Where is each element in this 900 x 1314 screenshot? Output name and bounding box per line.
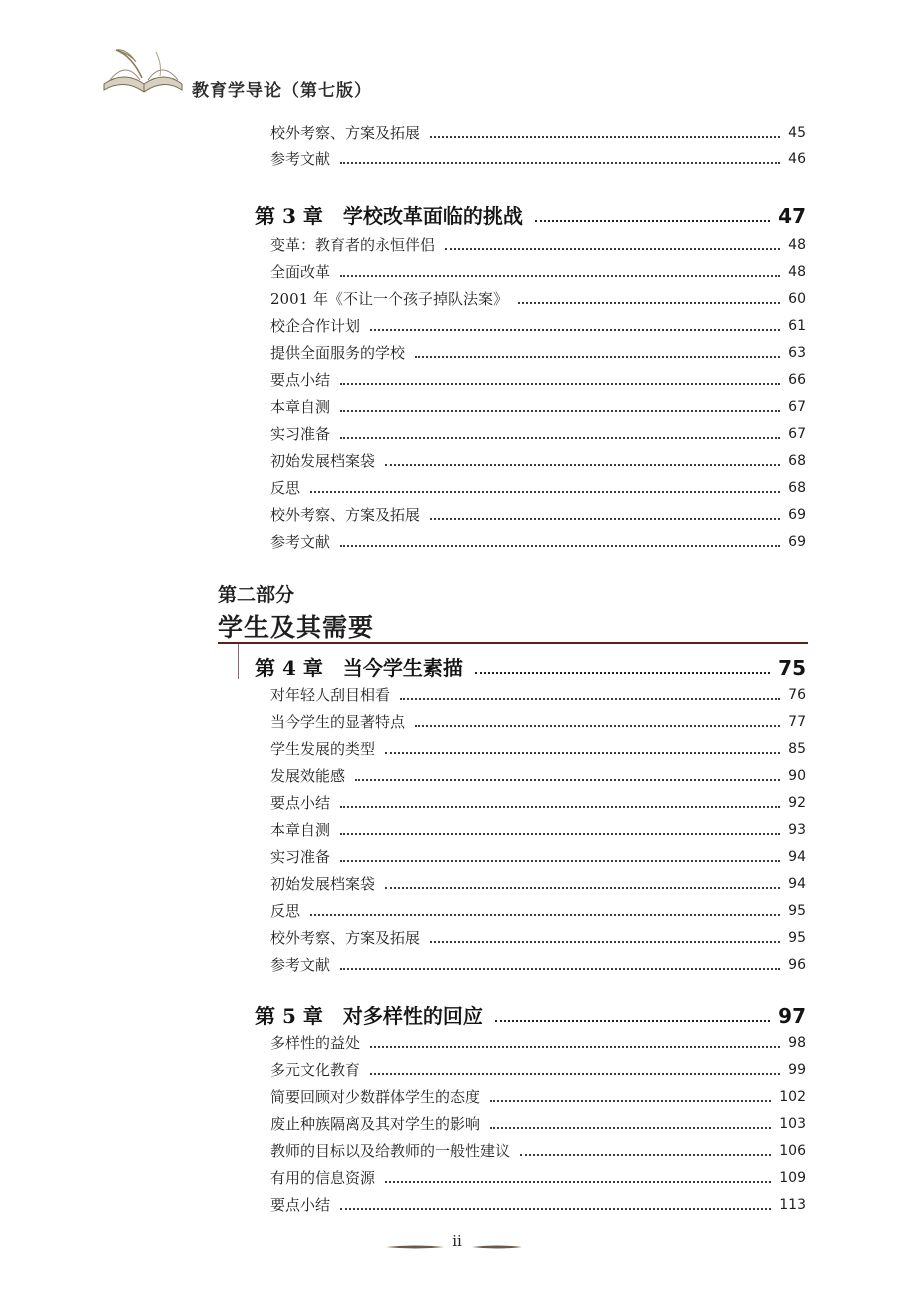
entry-page: 106	[779, 1143, 806, 1159]
toc-entry[interactable]	[270, 1161, 806, 1187]
part-divider-vertical	[238, 644, 239, 679]
entry-page: 113	[779, 1197, 806, 1213]
toc-entry[interactable]	[270, 444, 806, 470]
entry-title: 校企合作计划	[270, 317, 361, 335]
dot-leader	[385, 1181, 771, 1183]
entry-title: 要点小结	[270, 371, 331, 389]
dot-leader	[340, 437, 780, 439]
entry-page: 94	[788, 849, 806, 865]
entry-title: 废止种族隔离及其对学生的影响	[270, 1115, 481, 1133]
entry-page: 45	[788, 125, 806, 141]
dot-leader	[340, 833, 780, 835]
entry-page: 103	[779, 1116, 806, 1132]
toc-entry[interactable]	[270, 116, 806, 142]
toc-entry[interactable]	[270, 867, 806, 893]
dot-leader	[340, 410, 780, 412]
dot-leader	[518, 302, 780, 304]
dot-leader	[340, 162, 780, 164]
entry-page: 48	[788, 237, 806, 253]
dot-leader	[355, 779, 780, 781]
entry-page: 95	[788, 903, 806, 919]
toc-entry[interactable]	[270, 1053, 806, 1079]
entry-title: 有用的信息资源	[270, 1169, 376, 1187]
entry-page: 95	[788, 930, 806, 946]
dot-leader	[430, 136, 780, 138]
entry-page: 68	[788, 480, 806, 496]
toc-entry[interactable]	[270, 813, 806, 839]
dot-leader	[340, 383, 780, 385]
entry-title: 提供全面服务的学校	[270, 344, 406, 362]
dot-leader	[495, 1020, 770, 1022]
entry-page: 99	[788, 1062, 806, 1078]
chapter-title: 第 5 章 对多样性的回应	[255, 1004, 483, 1028]
entry-title: 学生发展的类型	[270, 740, 376, 758]
entry-page: 85	[788, 741, 806, 757]
dot-leader	[430, 518, 780, 520]
entry-title: 教师的目标以及给教师的一般性建议	[270, 1142, 511, 1160]
entry-page: 90	[788, 768, 806, 784]
toc-entry[interactable]	[270, 309, 806, 335]
entry-page: 69	[788, 507, 806, 523]
dot-leader	[490, 1127, 771, 1129]
toc-entry[interactable]	[270, 1026, 806, 1052]
dot-leader	[310, 914, 780, 916]
entry-title: 实习准备	[270, 425, 331, 443]
entry-title: 本章自测	[270, 821, 331, 839]
entry-title: 参考文献	[270, 533, 331, 551]
toc-entry[interactable]	[270, 1107, 806, 1133]
entry-title: 反思	[270, 479, 301, 497]
dot-leader	[520, 1154, 771, 1156]
entry-title: 变革：教育者的永恒伴侣	[270, 236, 436, 254]
toc-entry[interactable]	[270, 498, 806, 524]
dot-leader	[340, 275, 780, 277]
toc-entry[interactable]	[270, 1080, 806, 1106]
entry-page: 77	[788, 714, 806, 730]
dot-leader	[490, 1100, 771, 1102]
dot-leader	[340, 860, 780, 862]
dot-leader	[400, 698, 780, 700]
entry-page: 63	[788, 345, 806, 361]
toc-entry[interactable]	[270, 894, 806, 920]
dot-leader	[415, 725, 780, 727]
toc-entry[interactable]	[270, 336, 806, 362]
open-book-quill-icon	[96, 40, 186, 100]
dot-leader	[340, 968, 780, 970]
dot-leader	[370, 1073, 780, 1075]
entry-page: 67	[788, 426, 806, 442]
toc-entry[interactable]	[270, 390, 806, 416]
entry-title: 多元文化教育	[270, 1061, 361, 1079]
toc-entry[interactable]	[270, 948, 806, 974]
footer-ornament-right-icon	[470, 1242, 522, 1252]
entry-title: 本章自测	[270, 398, 331, 416]
toc-entry[interactable]	[270, 1188, 806, 1214]
running-head: 教育学导论（第七版）	[192, 81, 372, 101]
dot-leader	[415, 356, 780, 358]
entry-page: 92	[788, 795, 806, 811]
entry-page: 69	[788, 534, 806, 550]
dot-leader	[370, 329, 780, 331]
toc-entry[interactable]	[270, 142, 806, 168]
chapter-4-heading[interactable]	[255, 650, 806, 680]
toc-entry[interactable]	[270, 840, 806, 866]
entry-page: 60	[788, 291, 806, 307]
entry-page: 109	[779, 1170, 806, 1186]
dot-leader	[385, 887, 780, 889]
entry-page: 98	[788, 1035, 806, 1051]
chapter-page: 75	[778, 656, 806, 680]
entry-title: 2001 年《不让一个孩子掉队法案》	[270, 290, 508, 308]
chapter-title: 第 3 章 学校改革面临的挑战	[255, 204, 523, 228]
part-label: 第二部分	[218, 584, 295, 606]
toc-entry[interactable]	[270, 759, 806, 785]
dot-leader	[475, 672, 770, 674]
toc-entry[interactable]	[270, 786, 806, 812]
entry-title: 当今学生的显著特点	[270, 713, 406, 731]
entry-page: 94	[788, 876, 806, 892]
dot-leader	[535, 220, 770, 222]
dot-leader	[445, 248, 780, 250]
entry-page: 66	[788, 372, 806, 388]
entry-page: 67	[788, 399, 806, 415]
toc-entry[interactable]	[270, 417, 806, 443]
dot-leader	[430, 941, 780, 943]
toc-entry[interactable]	[270, 1134, 806, 1160]
entry-page: 76	[788, 687, 806, 703]
entry-page: 96	[788, 957, 806, 973]
entry-page: 102	[779, 1089, 806, 1105]
toc-entry[interactable]	[270, 471, 806, 497]
entry-page: 48	[788, 264, 806, 280]
page-number: ii	[452, 1232, 462, 1250]
entry-page: 61	[788, 318, 806, 334]
entry-page: 68	[788, 453, 806, 469]
entry-title: 发展效能感	[270, 767, 346, 785]
entry-title: 校外考察、方案及拓展	[270, 929, 421, 947]
chapter-title: 第 4 章 当今学生素描	[255, 656, 463, 680]
footer-ornament-left-icon	[386, 1242, 446, 1252]
toc-entry[interactable]	[270, 732, 806, 758]
entry-title: 要点小结	[270, 1196, 331, 1214]
entry-title: 初始发展档案袋	[270, 875, 376, 893]
entry-title: 初始发展档案袋	[270, 452, 376, 470]
toc-entry[interactable]	[270, 255, 806, 281]
part-divider	[218, 642, 808, 644]
entry-title: 校外考察、方案及拓展	[270, 124, 421, 142]
chapter-3-heading[interactable]	[255, 198, 806, 228]
toc-entry[interactable]	[270, 282, 806, 308]
dot-leader	[370, 1046, 780, 1048]
toc-entry[interactable]	[270, 921, 806, 947]
toc-entry[interactable]	[270, 228, 806, 254]
chapter-5-heading[interactable]	[255, 998, 806, 1028]
toc-entry[interactable]	[270, 363, 806, 389]
chapter-page: 47	[778, 204, 806, 228]
toc-entry[interactable]	[270, 525, 806, 551]
entry-title: 对年轻人刮目相看	[270, 686, 391, 704]
entry-title: 要点小结	[270, 794, 331, 812]
dot-leader	[385, 752, 780, 754]
dot-leader	[340, 1208, 771, 1210]
dot-leader	[340, 545, 780, 547]
entry-page: 93	[788, 822, 806, 838]
entry-title: 参考文献	[270, 956, 331, 974]
entry-page: 46	[788, 151, 806, 167]
part-title[interactable]: 学生及其需要	[218, 613, 375, 642]
toc-entry[interactable]	[270, 705, 806, 731]
dot-leader	[340, 806, 780, 808]
entry-title: 实习准备	[270, 848, 331, 866]
entry-title: 全面改革	[270, 263, 331, 281]
entry-title: 简要回顾对少数群体学生的态度	[270, 1088, 481, 1106]
toc-entry[interactable]	[270, 678, 806, 704]
chapter-page: 97	[778, 1004, 806, 1028]
entry-title: 参考文献	[270, 150, 331, 168]
dot-leader	[385, 464, 780, 466]
dot-leader	[310, 491, 780, 493]
entry-title: 反思	[270, 902, 301, 920]
entry-title: 校外考察、方案及拓展	[270, 506, 421, 524]
entry-title: 多样性的益处	[270, 1034, 361, 1052]
